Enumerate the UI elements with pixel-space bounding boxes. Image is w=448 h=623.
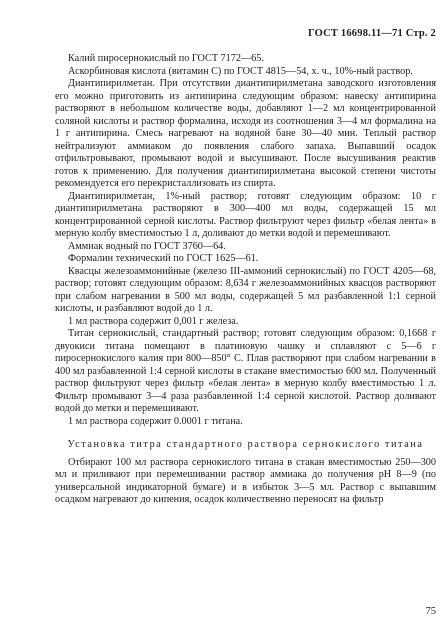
paragraph-diantipyrylmethane-solution: Диантипирилметан, 1%-ный раствор; готовят следующим образом: 10 г диантипирилметана растворяют в 300—400 мл воды, содержащей 15 мл концентрированной серной кислоты. Раствор фильтруют через фильтр «белая лента» в мерную колбу вместимостью 1 л, доливают до метки водой и перемешивают. — [55, 190, 436, 239]
paragraph-ammonia: Аммиак водный по ГОСТ 3760—64. — [68, 240, 226, 252]
paragraph-iron-content: 1 мл раствора содержит 0,001 г железа. — [68, 315, 239, 327]
page-number: 75 — [425, 606, 436, 617]
paragraph-titer-procedure: Отбирают 100 мл раствора сернокислого титана в стакан вместимостью 250—300 мл и приливают при перемешивании раствор аммиака до получения рН 8—9 (по универсальной индикаторной бумаге) и в избыток 3—5 мл. Раствор с выпавшим осадком нагревают до кипения, осадок количественно переносят на фильтр — [55, 456, 436, 505]
paragraph-iron-alum: Квасцы железоаммонийные (железо III-аммоний сернокислый) по ГОСТ 4205—68, раствор; готовят следующим образом: 8,634 г железоаммонийных квасцов растворяют при слабом нагревании в 500 мл воды, содержащей 5 мл разбавленной 1:1 серной кислоты, и разбавляют водой до 1 л. — [55, 265, 436, 314]
section-title: Установка титра стандартного раствора сернокислого титана — [67, 439, 424, 450]
body-text — [55, 53, 436, 507]
paragraph-potassium-pyrosulfate: Калий пиросернокислый по ГОСТ 7172—65. — [68, 53, 264, 64]
paragraph-formalin: Формалин технический по ГОСТ 1625—61. — [68, 253, 259, 264]
paragraph-ascorbic-acid: Аскорбиновая кислота (витамин С) по ГОСТ 4815—54, х. ч., 10%-ный раствор. — [68, 65, 413, 77]
paragraph-titanium-sulfate: Титан сернокислый, стандартный раствор; готовят следующим образом: 0,1668 г двуокиси титана помещают в платиновую чашку и сплавляют с 5—6 г пиросернокислого калия при 800—850° С. Плав растворяют при слабом нагревании в 400 мл разбавленной 1:4 серной кислоты в стакане вместимостью 600 мл. Полученный раствор фильтруют через фильтр «белая лента» в мерную колбу вместимостью 1 л. Фильтр промывают 3—4 раза разбавленной 1:4 серной кислотой. Раствор доливают водой до метки и перемешивают. — [55, 328, 436, 414]
paragraph-titanium-content: 1 мл раствора содержит 0.0001 г титана. — [68, 415, 243, 427]
paragraph-diantipyrylmethane-prep: Диантипирилметан. При отсутствии диантипирилметана заводского изготовления его можно приготовить из антипирина следующим образом: навеску антипирина растворяют в небольшом количестве воды, добавляют 1—2 мл концентрированной соляной кислоты и раствор формалина, исходя из соотношения 3—4 мл формалина на 1 г антипирина. Смесь нагревают на водяной бане 30—40 мин. Теплый раствор нейтрализуют аммиаком до появления слабого запаха. Выпавший осадок отфильтровывают, промывают водой и высушивают. После высушивания реактив готов к применению. Для получения диантипирилметана высокой степени чистоты рекомендуется его перекристаллизовать из спирта. — [55, 78, 436, 189]
page-header: ГОСТ 16698.11—71 Стр. 2 — [307, 28, 436, 39]
